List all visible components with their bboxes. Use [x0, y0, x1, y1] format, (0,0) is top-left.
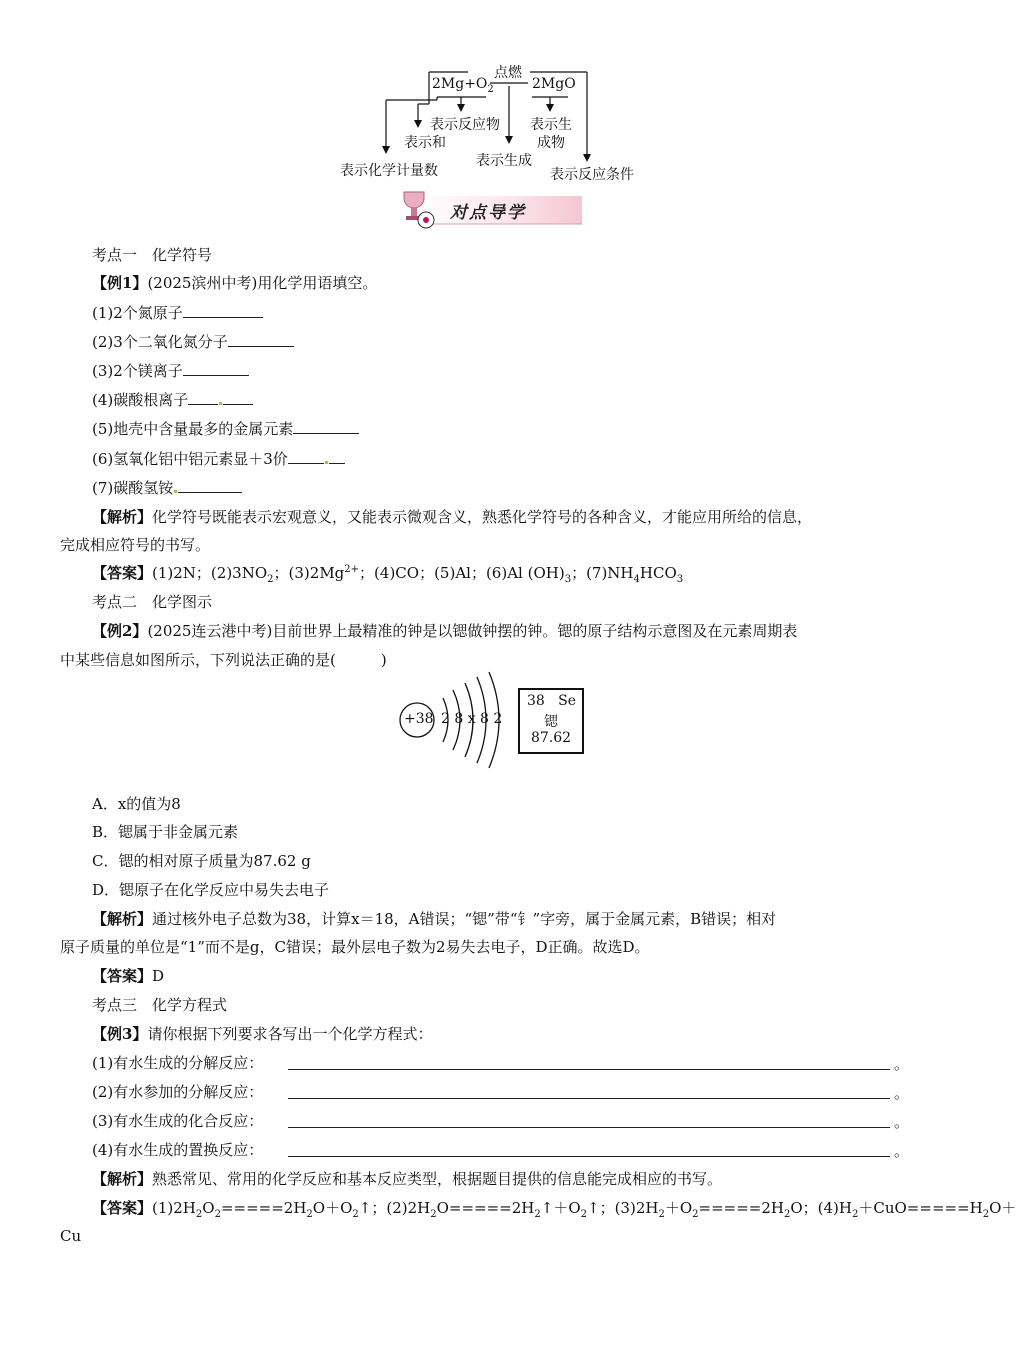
- s1-q7: (7)碳酸氢铵: [92, 478, 242, 498]
- answer-blank-2[interactable]: [228, 332, 294, 347]
- s2-option-b: B．锶属于非金属元素: [92, 823, 239, 841]
- element-name: 锶: [544, 714, 558, 730]
- answer-blank-7[interactable]: [178, 478, 242, 493]
- s2-heading: 考点二 化学图示: [92, 593, 213, 611]
- s3-answer: 【答案】$(1)2H_2O_2=====2H_2O+O_2↑$；$(2)2H_2O=====2H_2↑+O_2↑$；$(3)2H_2+O_2=====2H_2O$；$(4)H_2+CuO=====H_2O+$: [92, 1199, 1016, 1220]
- equation-condition: 点燃: [494, 65, 522, 81]
- section-banner: [398, 188, 584, 232]
- marker-dot: [174, 490, 177, 493]
- s1-heading: 考点一 化学符号: [92, 246, 213, 264]
- label-product-1: 表示生: [530, 117, 572, 133]
- banner-title: 对点导学: [450, 203, 526, 223]
- label-and: 表示和: [404, 135, 446, 151]
- s1-q5: (5)地壳中含量最多的金属元素: [92, 419, 359, 439]
- s3-answer-line-3[interactable]: [288, 1111, 890, 1128]
- label-reactant: 表示反应物: [430, 117, 500, 133]
- s1-analysis-cont: 完成相应符号的书写。: [60, 536, 211, 554]
- answer-blank-3[interactable]: [183, 361, 249, 376]
- s1-answer: 【答案】(1)2N；$(2)3NO_2$；$(3)2Mg^{2+}$；(4)CO；(5)Al；(6)Al $(OH)_3$；$(7)NH_4HCO_3$: [92, 564, 684, 585]
- s3-answer-line-4[interactable]: [288, 1140, 890, 1157]
- label-produce: 表示生成: [476, 153, 532, 169]
- s2-option-a: A．x的值为8: [92, 795, 181, 813]
- period: 。: [894, 1113, 910, 1131]
- answer-blank-5[interactable]: [293, 419, 359, 434]
- label-condition: 表示反应条件: [550, 167, 634, 183]
- answer-blank-4b[interactable]: [223, 390, 253, 405]
- s1-q6: (6)氢氧化铝中铝元素显＋3价: [92, 449, 345, 469]
- period: 。: [894, 1142, 910, 1160]
- s2-answer: 【答案】D: [92, 967, 165, 985]
- answer-blank-6b[interactable]: [329, 449, 345, 464]
- s3-answer-cont: Cu: [60, 1227, 82, 1245]
- element-mass: 87.62: [530, 730, 572, 746]
- label-product-2: 成物: [537, 135, 565, 151]
- periodic-element-box: [518, 688, 584, 754]
- marker-dot: [325, 461, 328, 464]
- s2-option-c: C．锶的相对原子质量为87.62 g: [92, 852, 311, 870]
- period: 。: [894, 1084, 910, 1102]
- s3-example: 【例3】请你根据下列要求各写出一个化学方程式：: [92, 1025, 433, 1043]
- s2-analysis-cont: 原子质量的单位是“1”而不是g，C错误；最外层电子数为2易失去电子，D正确。故选D。: [60, 938, 650, 956]
- period: 。: [894, 1055, 910, 1073]
- s3-q4: (4)有水生成的置换反应：: [92, 1141, 264, 1159]
- s2-example: 【例2】(2025连云港中考)目前世界上最精准的钟是以锶做钟摆的钟。锶的原子结构示意图及在元素周期表: [92, 622, 798, 640]
- label-coefficient: 表示化学计量数: [340, 163, 438, 179]
- s1-analysis: 【解析】化学符号既能表示宏观意义，又能表示微观含义，熟悉化学符号的各种含义，才能应用所给的信息，: [92, 508, 813, 526]
- element-symbol: Se: [558, 693, 576, 709]
- atom-shells: 2 8 x 8 2: [441, 711, 503, 727]
- equation-right: 2MgO: [532, 76, 576, 92]
- s1-q4: (4)碳酸根离子: [92, 390, 253, 410]
- s1-q3: (3)2个镁离子: [92, 361, 249, 381]
- s3-answer-line-1[interactable]: [288, 1053, 890, 1070]
- s1-q2: (2)3个二氧化氮分子: [92, 332, 294, 352]
- answer-blank-4a[interactable]: [188, 390, 218, 405]
- answer-blank-1[interactable]: [183, 303, 263, 318]
- s3-q3: (3)有水生成的化合反应：: [92, 1112, 264, 1130]
- s3-heading: 考点三 化学方程式: [92, 996, 228, 1014]
- answer-blank-6a[interactable]: [288, 449, 324, 464]
- s1-q1: (1)2个氮原子: [92, 303, 263, 323]
- s3-analysis: 【解析】熟悉常见、常用的化学反应和基本反应类型，根据题目提供的信息能完成相应的书写。: [92, 1170, 723, 1188]
- equation-left: $2Mg+O_2$: [432, 76, 494, 95]
- s3-q1: (1)有水生成的分解反应：: [92, 1054, 264, 1072]
- equation-diagram-lines: [0, 0, 950, 190]
- marker-dot: [219, 402, 222, 405]
- atom-nucleus: +38: [404, 711, 434, 727]
- s2-example-cont: 中某些信息如图所示，下列说法正确的是( ): [60, 651, 387, 669]
- s1-example: 【例1】(2025滨州中考)用化学用语填空。: [92, 274, 378, 292]
- s2-option-d: D．锶原子在化学反应中易失去电子: [92, 881, 330, 899]
- s3-q2: (2)有水参加的分解反应：: [92, 1083, 264, 1101]
- s2-analysis: 【解析】通过核外电子总数为38，计算x＝18，A错误；“锶”带“钅”字旁，属于金属元素，B错误；相对: [92, 910, 777, 928]
- element-number: 38: [527, 693, 545, 709]
- s3-answer-line-2[interactable]: [288, 1082, 890, 1099]
